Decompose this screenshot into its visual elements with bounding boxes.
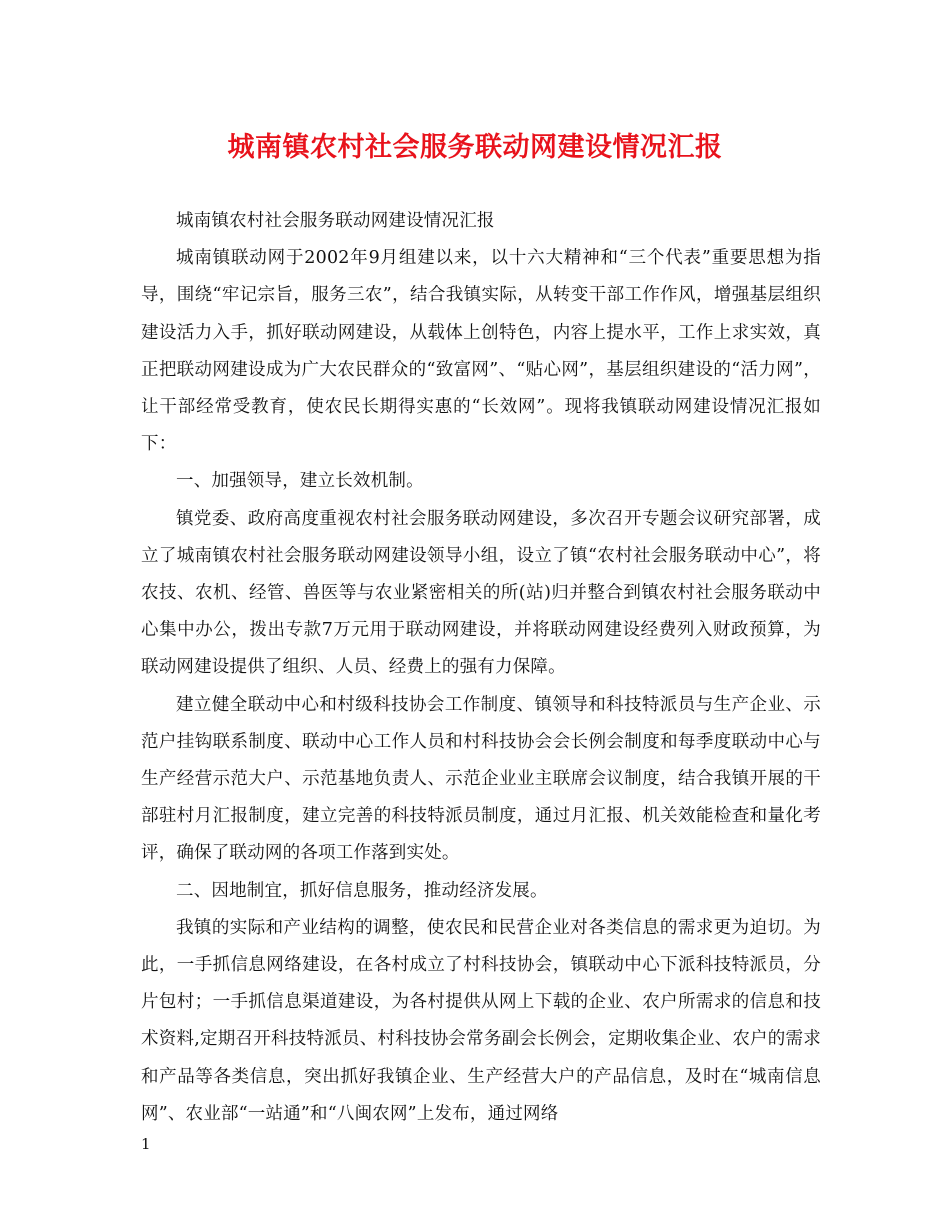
page-number: 1 (141, 1135, 151, 1153)
section-heading-two: 二、因地制宜，抓好信息服务，推动经济发展。 (176, 880, 548, 901)
body-paragraph-leadership: 镇党委、政府高度重视农村社会服务联动网建设，多次召开专题会议研究部署，成立了城南镇农村社会服务联动网建设领导小组，设立了镇“农村社会服务联动中心”，将农技、农机、经管、兽医等与农业紧密相关的所(站)归并整合到镇农村社会服务联动中心集中办公，拨出专款7万元用于联动网建设，并将联动网建设经费列入财政预算，为联动网建设提供了组织、人员、经费上的强有力保障。 (141, 508, 821, 678)
document-body (141, 203, 821, 1133)
document-title: 城南镇农村社会服务联动网建设情况汇报 (227, 132, 723, 163)
body-paragraph-information: 我镇的实际和产业结构的调整，使农民和民营企业对各类信息的需求更为迫切。为此，一手抓信息网络建设，在各村成立了村科技协会，镇联动中心下派科技特派员，分片包村；一手抓信息渠道建设，为各村提供从网上下载的企业、农户所需求的信息和技术资料,定期召开科技特派员、村科技协会常务副会长例会，定期收集企业、农户的需求和产品等各类信息，突出抓好我镇企业、生产经营大户的产品信息，及时在“城南信息网”、农业部“一站通”和“八闽农网”上发布，通过网络 (141, 917, 821, 1124)
body-paragraph-system: 建立健全联动中心和村级科技协会工作制度、镇领导和科技特派员与生产企业、示范户挂钩联系制度、联动中心工作人员和村科技协会会长例会制度和每季度联动中心与生产经营示范大户、示范基地负责人、示范企业业主联席会议制度，结合我镇开展的干部驻村月汇报制度，建立完善的科技特派员制度，通过月汇报、机关效能检查和量化考评，确保了联动网的各项工作落到实处。 (141, 694, 821, 864)
body-paragraph-subtitle: 城南镇农村社会服务联动网建设情况汇报 (176, 211, 495, 231)
section-heading-one: 一、加强领导，建立长效机制。 (176, 471, 424, 492)
body-paragraph-intro: 城南镇联动网于2002年9月组建以来，以十六大精神和“三个代表”重要思想为指导，围绕“牢记宗旨，服务三农”，结合我镇实际，从转变干部工作作风，增强基层组织建设活力入手，抓好联动网建设，从载体上创特色，内容上提水平，工作上求实效，真正把联动网建设成为广大农民群众的“致富网”、“贴心网”，基层组织建设的“活力网”，让干部经常受教育，使农民长期得实惠的“长效网”。现将我镇联动网建设情况汇报如下： (141, 248, 821, 455)
